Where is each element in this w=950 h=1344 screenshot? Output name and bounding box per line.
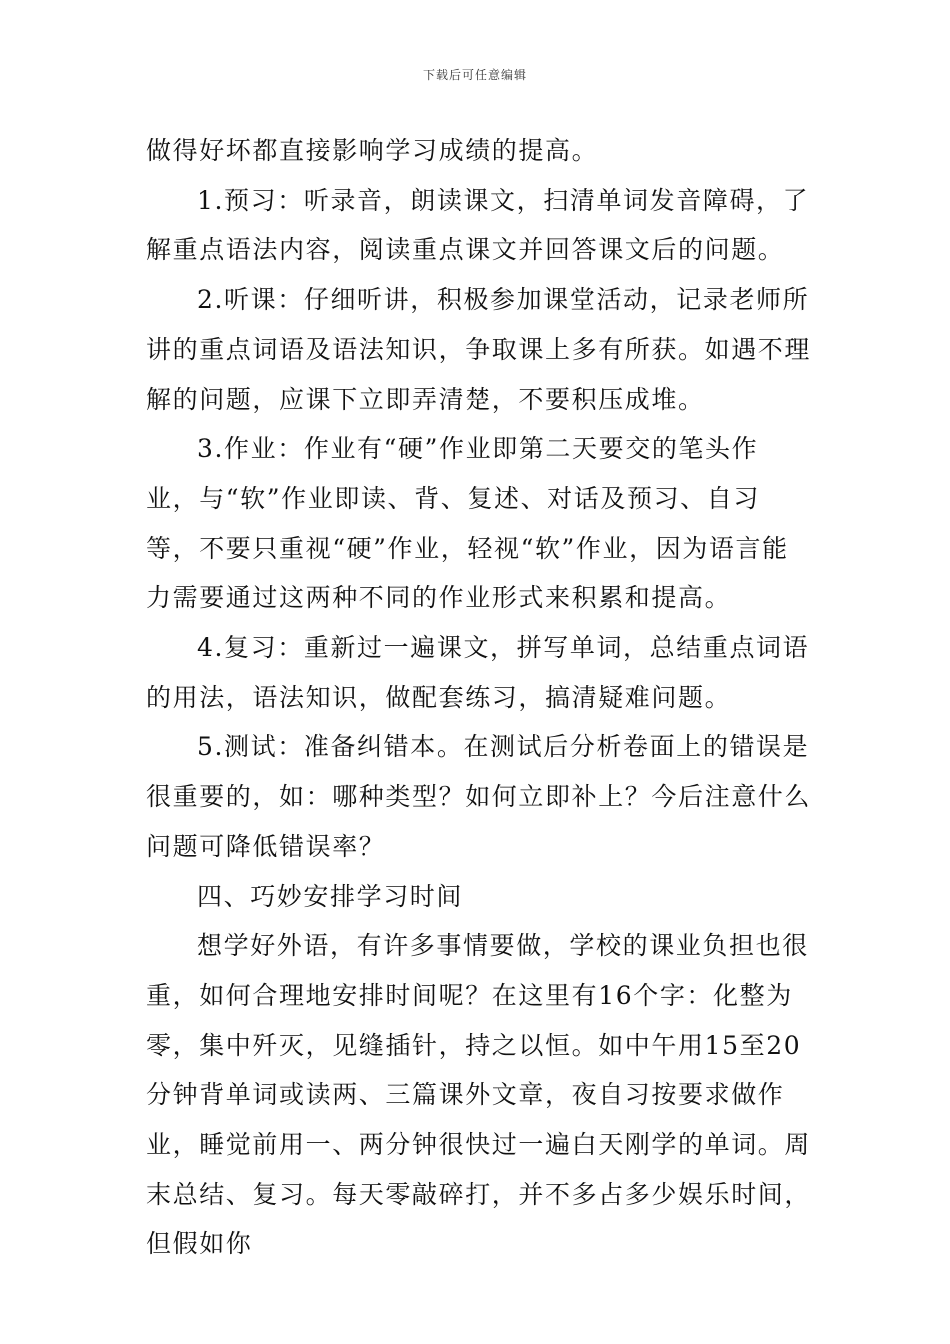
document-body [146,126,811,1269]
paragraph-intro-continuation: 做得好坏都直接影响学习成绩的提高。 [146,136,599,165]
paragraph-homework: 3.作业：作业有“硬”作业即第二天要交的笔头作业，与“软”作业即读、背、复述、对话及预习、自习等，不要只重视“硬”作业，轻视“软”作业，因为语言能力需要通过这两种不同的作业形式来积累和提高。 [146,434,789,613]
page-header: 下载后可任意编辑 [422,68,527,82]
paragraph-listening: 2.听课：仔细听讲，积极参加课堂活动，记录老师所讲的重点词语及语法知识，争取课上多有所获。如遇不理解的问题，应课下立即弄清楚，不要积压成堆。 [146,285,812,414]
paragraph-time-management: 想学好外语，有许多事情要做，学校的课业负担也很重，如何合理地安排时间呢？在这里有16个字：化整为零，集中歼灭，见缝插针，持之以恒。如中午用15至20分钟背单词或读两、三篇课外文章，夜自习按要求做作业，睡觉前用一、两分钟很快过一遍白天刚学的单词。周末总结、复习。每天零敲碎打，并不多占多少娱乐时间，但假如你 [146,931,812,1259]
paragraph-preview: 1.预习：听录音，朗读课文，扫清单词发音障碍，了解重点语法内容，阅读重点课文并回答课文后的问题。 [146,185,810,265]
paragraph-testing: 5.测试：准备纠错本。在测试后分析卷面上的错误是很重要的，如：哪种类型？如何立即补上？今后注意什么问题可降低错误率？ [146,732,812,861]
section-heading: 四、巧妙安排学习时间 [197,881,464,911]
paragraph-review: 4.复习：重新过一遍课文，拼写单词，总结重点词语的用法，语法知识，做配套练习，搞清疑难问题。 [146,633,810,712]
